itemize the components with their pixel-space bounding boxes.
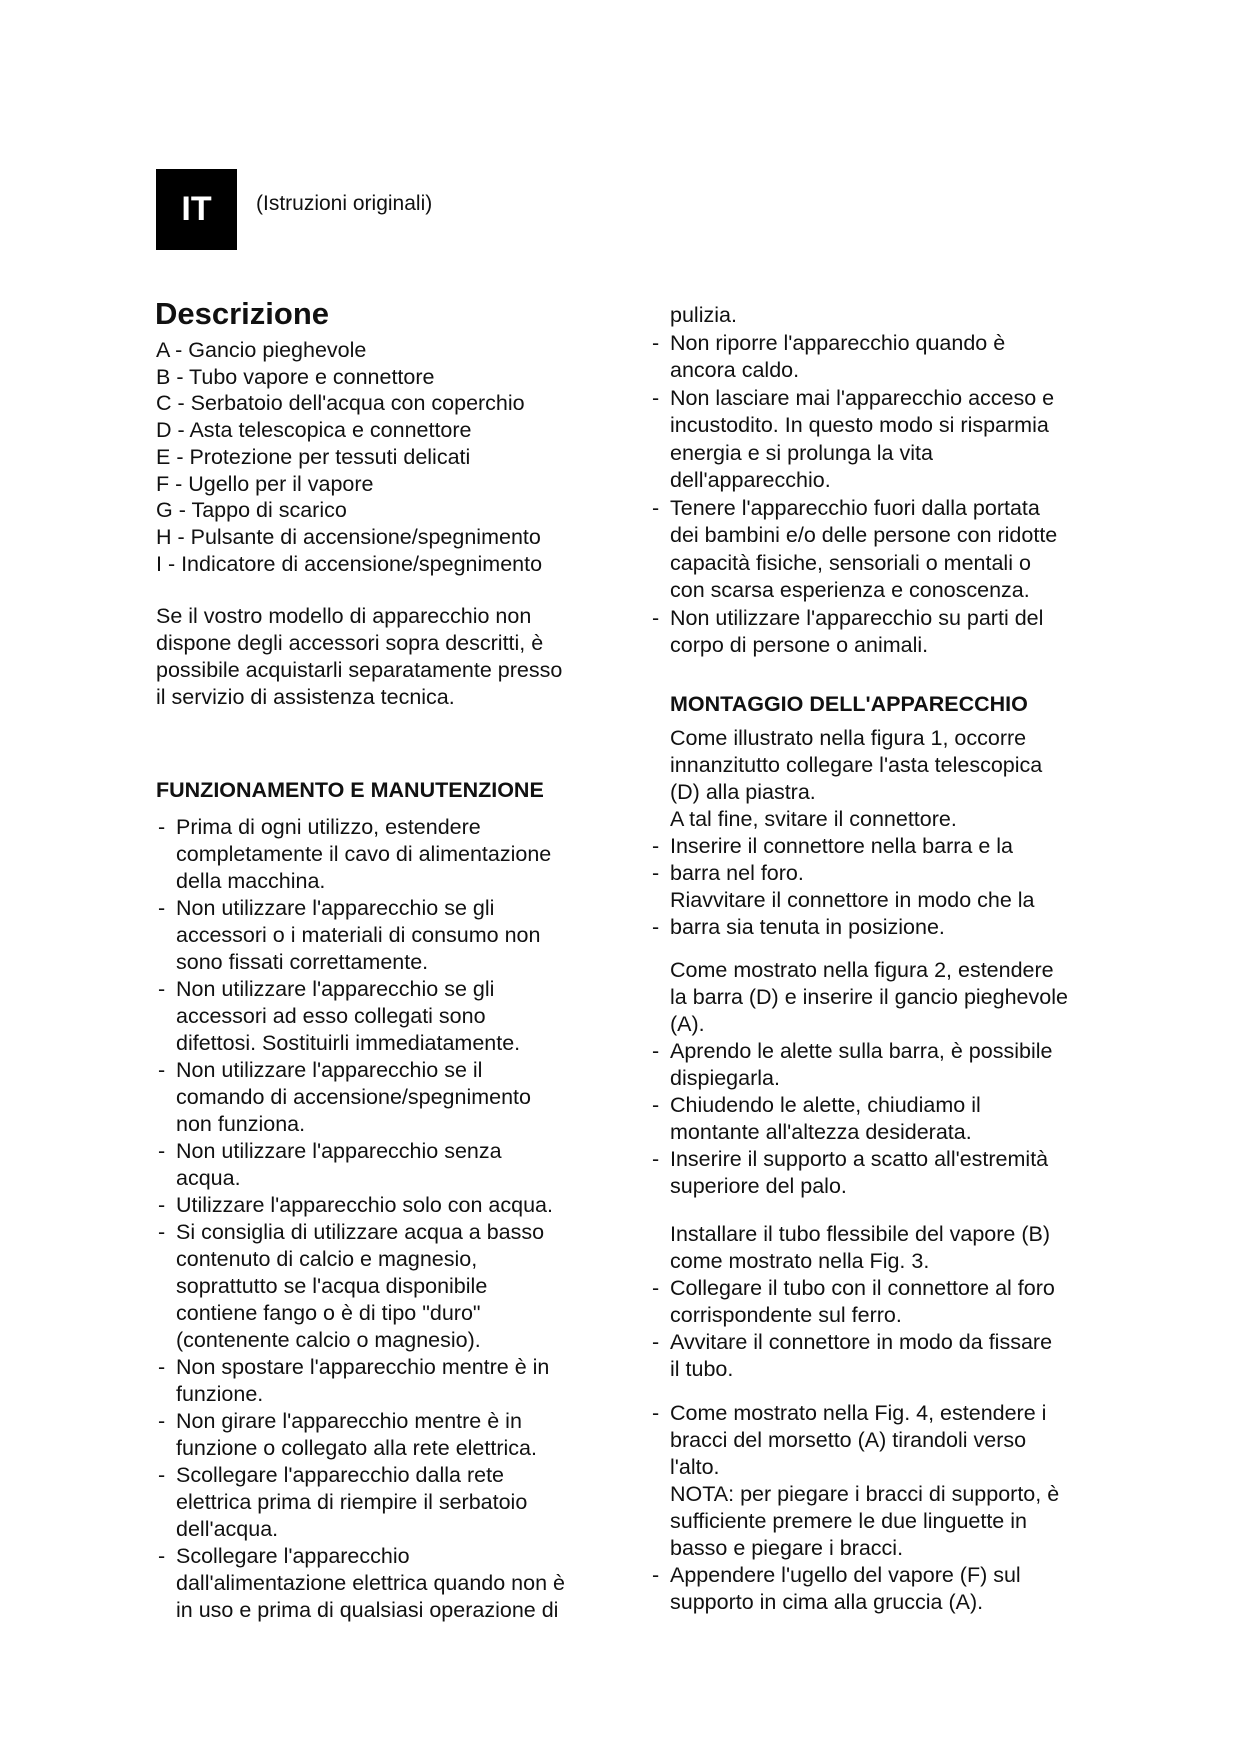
text-line: dispone degli accessori sopra descritti, è xyxy=(156,631,544,655)
text-line: - Tenere l'apparecchio fuori dalla portata xyxy=(670,495,1057,523)
text-line: dell'apparecchio. xyxy=(670,468,831,492)
text-line: (A). xyxy=(670,1012,705,1036)
text-line: G - Tappo di scarico xyxy=(156,498,347,523)
text-line: - Non utilizzare l'apparecchio su parti del xyxy=(670,605,1057,633)
text-line: come mostrato nella Fig. 3. xyxy=(670,1249,930,1273)
text-line: Come mostrato nella figura 2, estendere xyxy=(670,958,1054,982)
text-line: ancora caldo. xyxy=(670,358,800,382)
text-line: completamente il cavo di alimentazione xyxy=(176,842,552,866)
text-line: - Non spostare l'apparecchio mentre è in xyxy=(176,1354,565,1381)
text-line: corpo di persone o animali. xyxy=(670,633,929,657)
text-line: sono fissati correttamente. xyxy=(176,950,429,974)
text-line: - Scollegare l'apparecchio dalla rete xyxy=(176,1462,565,1489)
text-line: soprattutto se l'acqua disponibile xyxy=(176,1274,488,1298)
text-line: - barra nel foro. xyxy=(670,860,1042,887)
text-line: sufficiente premere le due linguette in xyxy=(670,1509,1027,1533)
montaggio-step-group xyxy=(670,957,1068,1200)
text-line: H - Pulsante di accensione/spegnimento xyxy=(156,524,541,549)
text-line: la barra (D) e inserire il gancio pieghevole xyxy=(670,985,1068,1009)
text-line: accessori ad esso collegati sono xyxy=(176,1004,486,1028)
text-line: bracci del morsetto (A) tirandoli verso xyxy=(670,1428,1027,1452)
parts-list xyxy=(156,337,542,577)
text-line: comando di accensione/spegnimento xyxy=(176,1085,531,1109)
text-line: (D) alla piastra. xyxy=(670,780,816,804)
text-line: accessori o i materiali di consumo non xyxy=(176,923,541,947)
text-line: superiore del palo. xyxy=(670,1174,847,1198)
text-line: - Inserire il connettore nella barra e la xyxy=(670,833,1042,860)
text-line: possibile acquistarli separatamente presso xyxy=(156,658,563,682)
funzionamento-list xyxy=(176,814,565,1624)
text-line: il servizio di assistenza tecnica. xyxy=(156,685,455,709)
section-title-descrizione: Descrizione xyxy=(155,296,330,331)
text-line: dell'acqua. xyxy=(176,1517,279,1541)
text-line: contenuto di calcio e magnesio, xyxy=(176,1247,478,1271)
text-line: - Chiudendo le alette, chiudiamo il xyxy=(670,1092,1068,1119)
text-line: non funziona. xyxy=(176,1112,306,1136)
section-title-funzionamento: FUNZIONAMENTO E MANUTENZIONE xyxy=(156,778,544,802)
text-line: incustodito. In questo modo si risparmia xyxy=(670,413,1049,437)
text-line: D - Asta telescopica e connettore xyxy=(156,418,472,443)
text-line: Riavvitare il connettore in modo che la xyxy=(670,888,1035,912)
text-line: energia e si prolunga la vita xyxy=(670,440,933,465)
text-line: - Non utilizzare l'apparecchio senza xyxy=(176,1138,565,1165)
text-line: contiene fango o è di tipo "duro" xyxy=(176,1301,481,1325)
text-line: basso e piegare i bracci. xyxy=(670,1536,904,1560)
text-line: Se il vostro modello di apparecchio non xyxy=(156,604,532,628)
text-line: - Non utilizzare l'apparecchio se gli xyxy=(176,976,565,1003)
text-line: - Aprendo le alette sulla barra, è possibile xyxy=(670,1038,1068,1065)
text-line: della macchina. xyxy=(176,869,326,893)
text-line: - Inserire il supporto a scatto all'estremità xyxy=(670,1146,1068,1173)
text-line: - Come mostrato nella Fig. 4, estendere i xyxy=(670,1400,1059,1427)
text-line: A tal fine, svitare il connettore. xyxy=(670,807,957,831)
text-line: pulizia. xyxy=(670,303,737,327)
text-line: - Non girare l'apparecchio mentre è in xyxy=(176,1408,565,1435)
text-line: con scarsa esperienza e conoscenza. xyxy=(670,578,1030,602)
text-line: NOTA: per piegare i bracci di supporto, è xyxy=(670,1482,1060,1506)
subtitle: (Istruzioni originali) xyxy=(256,192,433,215)
funzionamento-list-continued xyxy=(670,302,1057,660)
text-line: - Utilizzare l'apparecchio solo con acqua. xyxy=(176,1192,565,1219)
text-line: - Scollegare l'apparecchio xyxy=(176,1543,565,1570)
text-line: I - Indicatore di accensione/spegnimento xyxy=(156,551,543,576)
section-title-montaggio: MONTAGGIO DELL'APPARECCHIO xyxy=(670,692,1028,716)
text-line: - Si consiglia di utilizzare acqua a basso xyxy=(176,1219,565,1246)
text-line: Installare il tubo flessibile del vapore (B) xyxy=(670,1222,1051,1246)
text-line: difettosi. Sostituirli immediatamente. xyxy=(176,1031,521,1055)
text-line: - Non utilizzare l'apparecchio se gli xyxy=(176,895,565,922)
text-line: A - Gancio pieghevole xyxy=(156,338,367,362)
text-line: in uso e prima di qualsiasi operazione di xyxy=(176,1598,559,1622)
text-line: innanzitutto collegare l'asta telescopica xyxy=(670,753,1043,777)
text-line: il tubo. xyxy=(670,1357,734,1381)
text-line: F - Ugello per il vapore xyxy=(156,471,374,496)
montaggio-step-group xyxy=(670,1221,1055,1383)
text-line: corrispondente sul ferro. xyxy=(670,1303,902,1327)
text-line: supporto in cima alla gruccia (A). xyxy=(670,1590,984,1614)
montaggio-step-group xyxy=(670,725,1042,941)
text-line: B - Tubo vapore e connettore xyxy=(156,364,435,389)
text-line: funzione o collegato alla rete elettrica. xyxy=(176,1436,537,1460)
text-line: - Prima di ogni utilizzo, estendere xyxy=(176,814,565,841)
text-line: - Non lasciare mai l'apparecchio acceso e xyxy=(670,385,1057,413)
text-line: elettrica prima di riempire il serbatoio xyxy=(176,1490,528,1514)
text-line: - barra sia tenuta in posizione. xyxy=(670,914,1042,941)
text-line: montante all'altezza desiderata. xyxy=(670,1120,972,1144)
text-line: Come illustrato nella figura 1, occorre xyxy=(670,726,1027,750)
text-line: C - Serbatoio dell'acqua con coperchio xyxy=(156,391,525,416)
text-line: dei bambini e/o delle persone con ridotte xyxy=(670,523,1058,547)
text-line: - Appendere l'ugello del vapore (F) sul xyxy=(670,1562,1059,1589)
text-line: E - Protezione per tessuti delicati xyxy=(156,444,471,469)
montaggio-step-group xyxy=(670,1400,1059,1616)
text-line: dall'alimentazione elettrica quando non è xyxy=(176,1571,565,1595)
text-line: dispiegarla. xyxy=(670,1066,780,1090)
text-line: (contenente calcio o magnesio). xyxy=(176,1328,481,1352)
language-code: IT xyxy=(181,190,212,228)
text-line: - Non riporre l'apparecchio quando è xyxy=(670,330,1057,358)
text-line: acqua. xyxy=(176,1166,241,1190)
text-line: funzione. xyxy=(176,1382,264,1406)
text-line: - Collegare il tubo con il connettore al foro xyxy=(670,1275,1055,1302)
text-line: l'alto. xyxy=(670,1455,720,1479)
text-line: - Non utilizzare l'apparecchio se il xyxy=(176,1057,565,1084)
text-line: capacità fisiche, sensoriali o mentali o xyxy=(670,550,1031,575)
accessories-paragraph xyxy=(156,603,562,711)
language-badge xyxy=(156,169,237,250)
text-line: - Avvitare il connettore in modo da fissare xyxy=(670,1329,1055,1356)
